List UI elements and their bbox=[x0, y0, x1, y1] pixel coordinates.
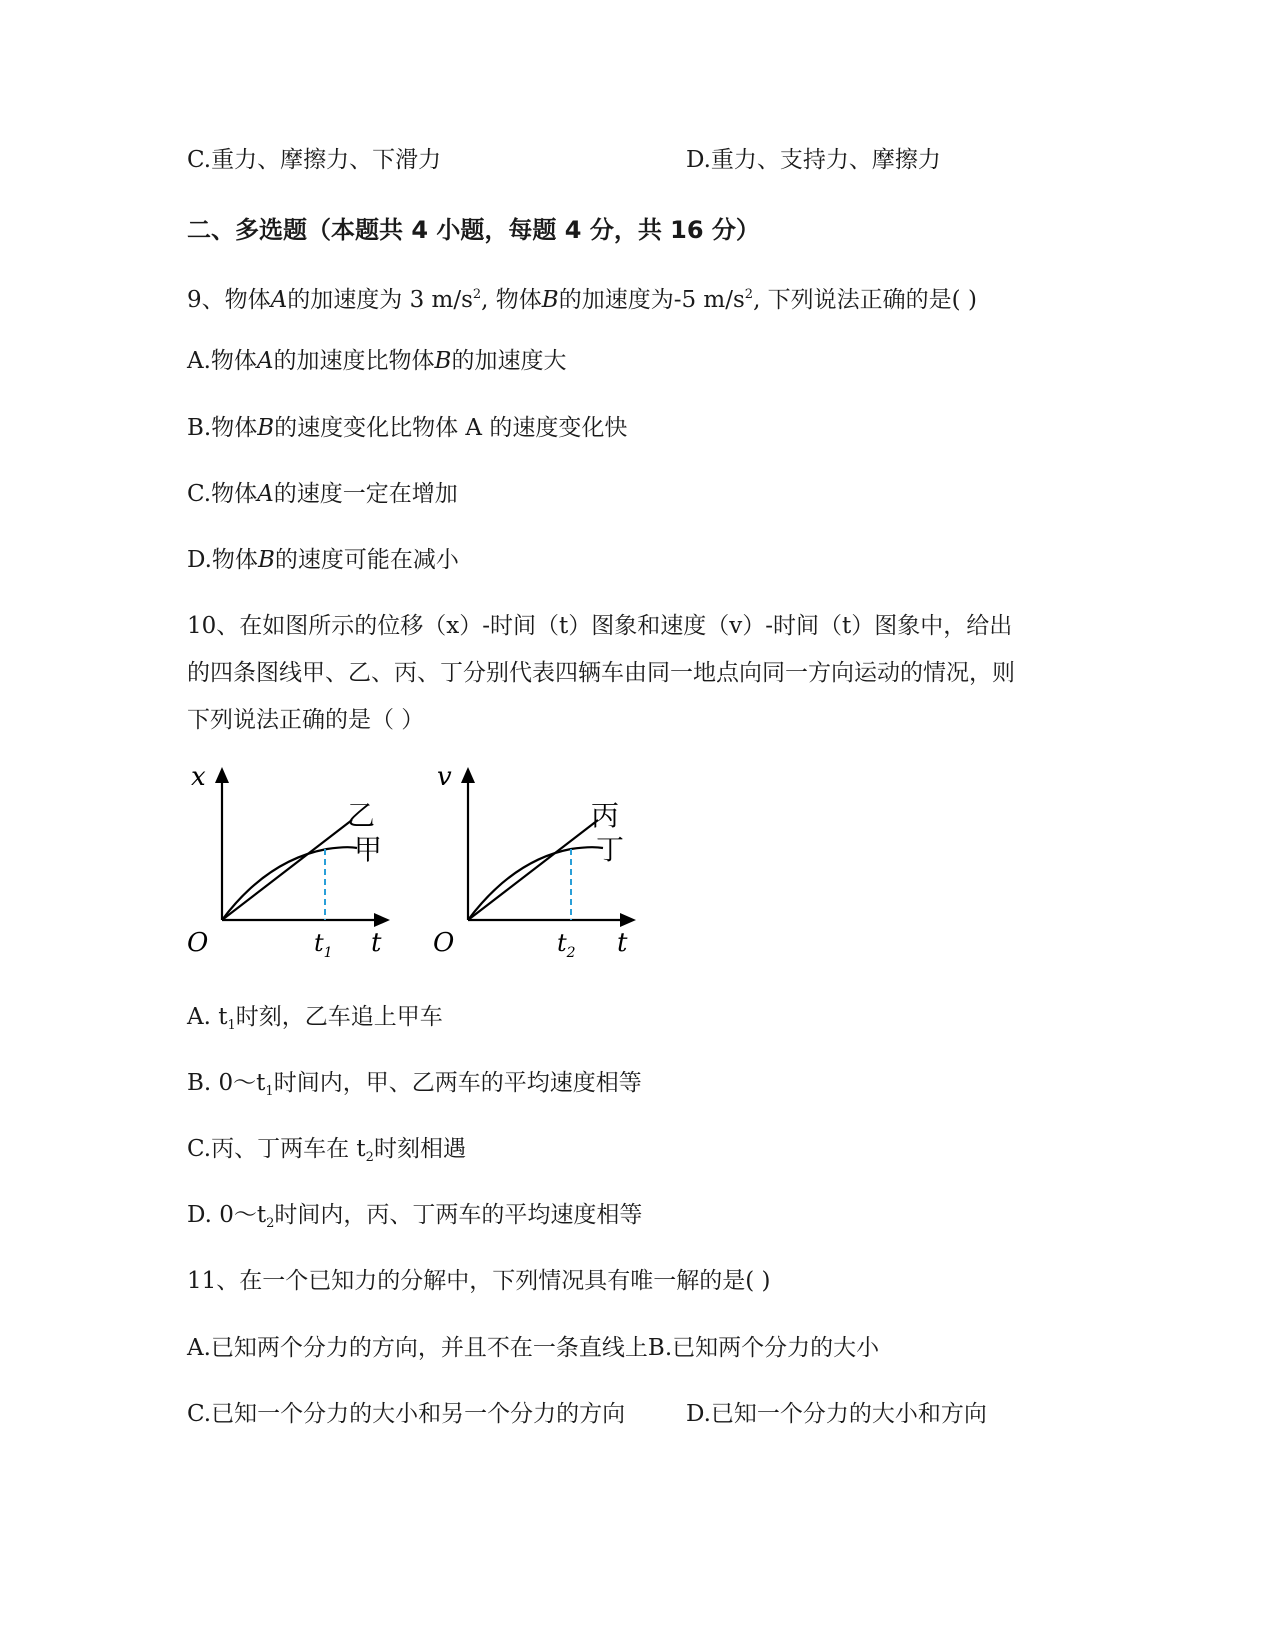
xt-label-jia: 甲 bbox=[354, 833, 383, 866]
vt-y-label: v bbox=[437, 765, 452, 792]
xt-graph bbox=[187, 765, 417, 995]
q10-option-d: D. $0\sim t_2$时间内，丙、丁两车的平均速度相等 bbox=[187, 1202, 643, 1231]
xt-origin: O bbox=[187, 928, 209, 958]
q11-option-b: B.已知两个分力的大小 bbox=[647, 1335, 880, 1361]
vt-origin: O bbox=[433, 928, 455, 958]
q10-option-a: A. $t_1$时刻，乙车追上甲车 bbox=[187, 1004, 443, 1033]
vt-tick-t2: $t_2$ bbox=[557, 929, 576, 961]
section-heading: 二、多选题（本题共 4 小题，每题 4 分，共 16 分） bbox=[187, 216, 760, 244]
q10-stem-line-1: 10、在如图所示的位移（x）-时间（t）图象和速度（v）-时间（t）图象中，给出 bbox=[187, 613, 1013, 639]
q8-option-c: C.重力、摩擦力、下滑力 bbox=[187, 147, 442, 173]
xt-y-label: x bbox=[191, 765, 206, 792]
xt-y-arrow bbox=[215, 767, 229, 783]
q11-options-row-2 bbox=[187, 1398, 987, 1430]
q10-stem-line-3: 下列说法正确的是（ ） bbox=[187, 707, 425, 733]
q9-option-a: A.物体A的加速度比物体B的加速度大 bbox=[187, 348, 567, 374]
xt-x-label: t bbox=[371, 928, 382, 958]
q9-option-d: D.物体B的速度可能在减小 bbox=[187, 547, 459, 573]
q11-option-a: A.已知两个分力的方向，并且不在一条直线上 bbox=[187, 1335, 648, 1361]
q11-options-row-1 bbox=[187, 1332, 879, 1364]
q11-stem: 11、在一个已知力的分解中，下列情况具有唯一解的是( ) bbox=[187, 1268, 771, 1294]
vt-graph bbox=[433, 765, 663, 995]
xt-x-arrow bbox=[374, 913, 390, 927]
vt-x-label: t bbox=[617, 928, 628, 958]
q11-option-d: D.已知一个分力的大小和方向 bbox=[686, 1401, 987, 1427]
q8-option-d: D.重力、支持力、摩擦力 bbox=[686, 147, 941, 173]
q10-stem-line-2: 的四条图线甲、乙、丙、丁分别代表四辆车由同一地点向同一方向运动的情况，则 bbox=[187, 660, 1015, 686]
q8-options-row bbox=[187, 144, 941, 176]
xt-label-yi: 乙 bbox=[347, 799, 376, 832]
q9-option-b: B.物体B的速度变化比物体 A 的速度变化快 bbox=[187, 415, 628, 441]
vt-line-bing bbox=[468, 820, 598, 920]
q11-option-c: C.已知一个分力的大小和另一个分力的方向 bbox=[187, 1401, 626, 1427]
vt-y-arrow bbox=[461, 767, 475, 783]
xt-curve-jia bbox=[222, 847, 357, 920]
vt-label-ding: 丁 bbox=[596, 833, 625, 866]
q9-option-c: C.物体A的速度一定在增加 bbox=[187, 481, 458, 507]
q9-stem: 9、物体A的加速度为 3 $m/s^2$, 物体B的加速度为-5 $m/s^2$, 下列说法正确的是( ) bbox=[187, 287, 977, 313]
vt-label-bing: 丙 bbox=[591, 799, 620, 832]
xt-tick-t1: $t_1$ bbox=[314, 929, 333, 961]
q10-option-b: B. $0\sim t_1$时间内，甲、乙两车的平均速度相等 bbox=[187, 1070, 642, 1099]
vt-curve-ding bbox=[468, 847, 603, 920]
vt-x-arrow bbox=[620, 913, 636, 927]
q10-option-c: C.丙、丁两车在 $t_2$时刻相遇 bbox=[187, 1136, 466, 1165]
xt-line-yi bbox=[222, 820, 352, 920]
